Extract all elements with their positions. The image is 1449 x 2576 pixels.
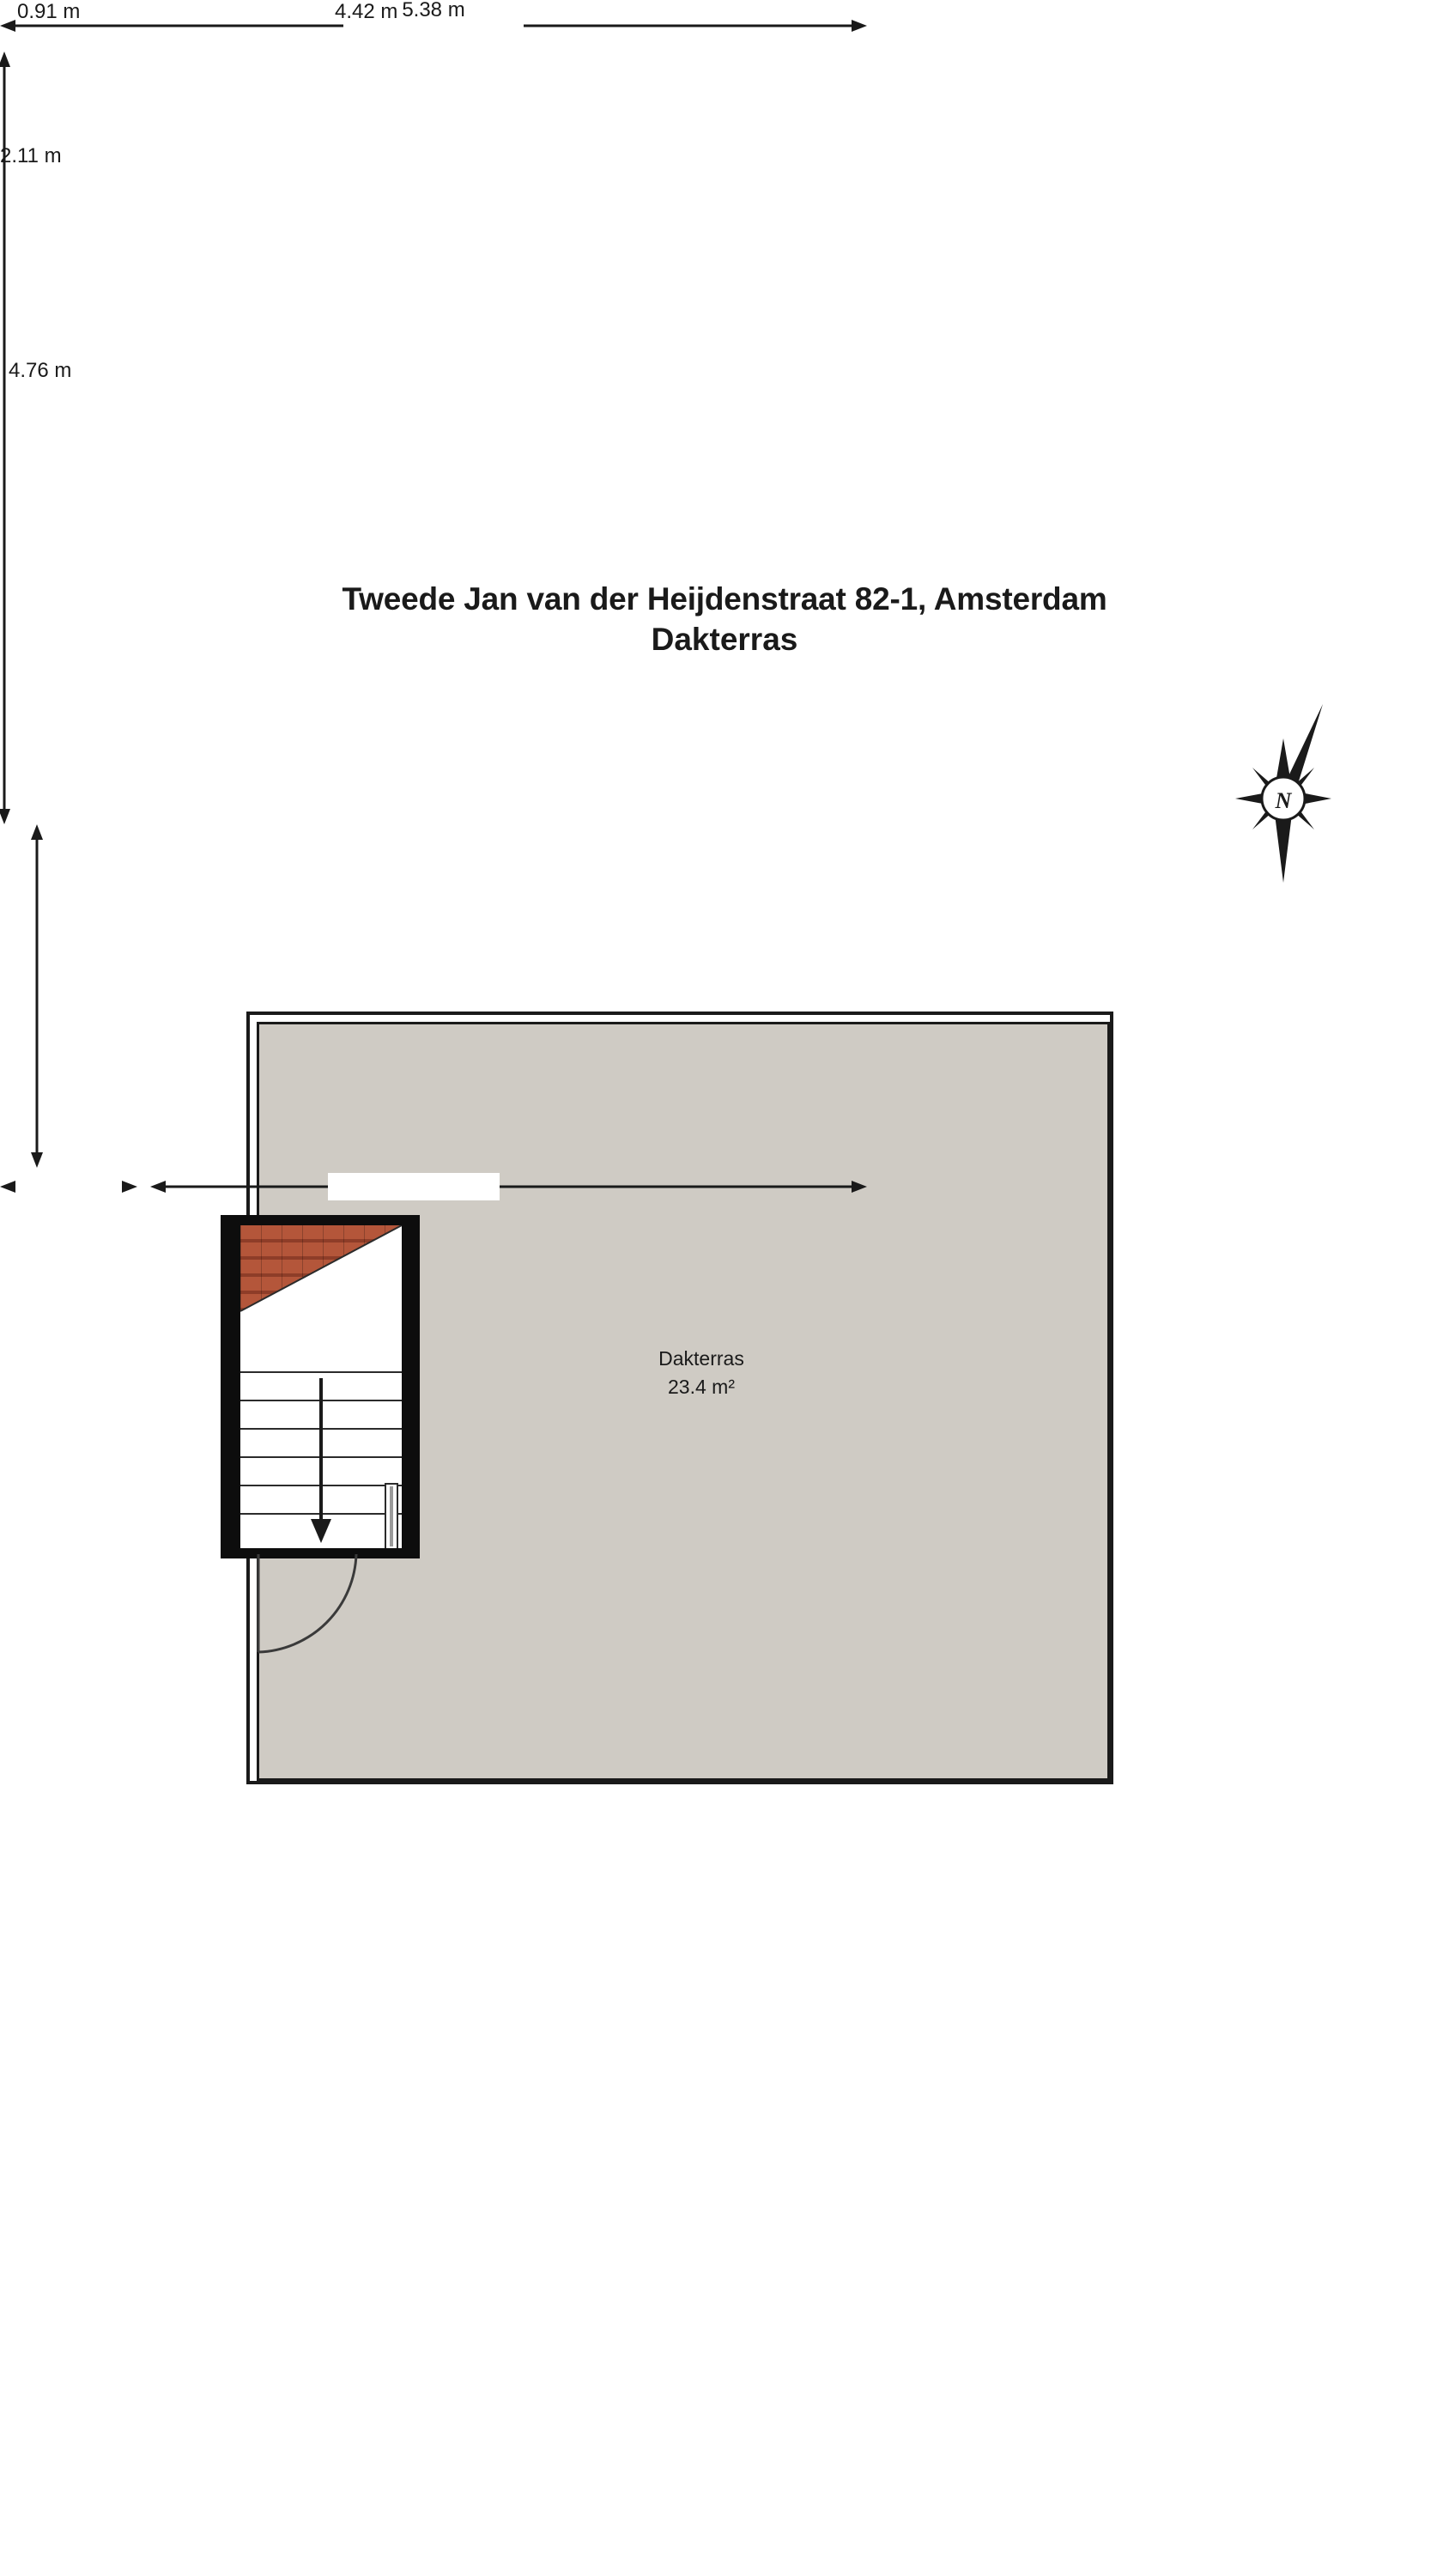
floorplan (246, 1012, 1113, 1784)
dimension-bottom-right-label: 4.42 m (335, 0, 398, 23)
compass-svg (1223, 704, 1343, 919)
roof-tiles-icon (240, 1225, 402, 1376)
dimension-left-label: 2.11 m (0, 144, 62, 167)
page-title-subtitle: Dakterras (651, 621, 798, 657)
stair-window (385, 1483, 398, 1548)
room-name: Dakterras (658, 1347, 744, 1370)
door-swing-icon (227, 1551, 399, 1671)
dimension-top (0, 0, 867, 52)
stairwell-structure (221, 1215, 420, 1558)
compass-north-label: N (1275, 788, 1292, 813)
room-label-dakterras (573, 1345, 830, 1402)
page-title (0, 580, 1449, 659)
stairs-down-arrow-icon (240, 1371, 402, 1548)
dimension-left-line (15, 824, 84, 1168)
stair-treads (240, 1371, 402, 1548)
dimension-top-label: 5.38 m (402, 0, 465, 21)
compass-north-icon (1223, 704, 1343, 919)
dimension-bottom-left-label: 0.91 m (17, 0, 81, 23)
page-title-address: Tweede Jan van der Heijdenstraat 82-1, Amsterdam (342, 581, 1107, 617)
dimension-bottom-lines (0, 1168, 867, 1219)
dimension-right-label: 4.76 m (9, 359, 72, 382)
room-area: 23.4 m² (668, 1376, 735, 1399)
roof-ridge-line (240, 1225, 402, 1376)
stairwell-interior (240, 1225, 402, 1548)
